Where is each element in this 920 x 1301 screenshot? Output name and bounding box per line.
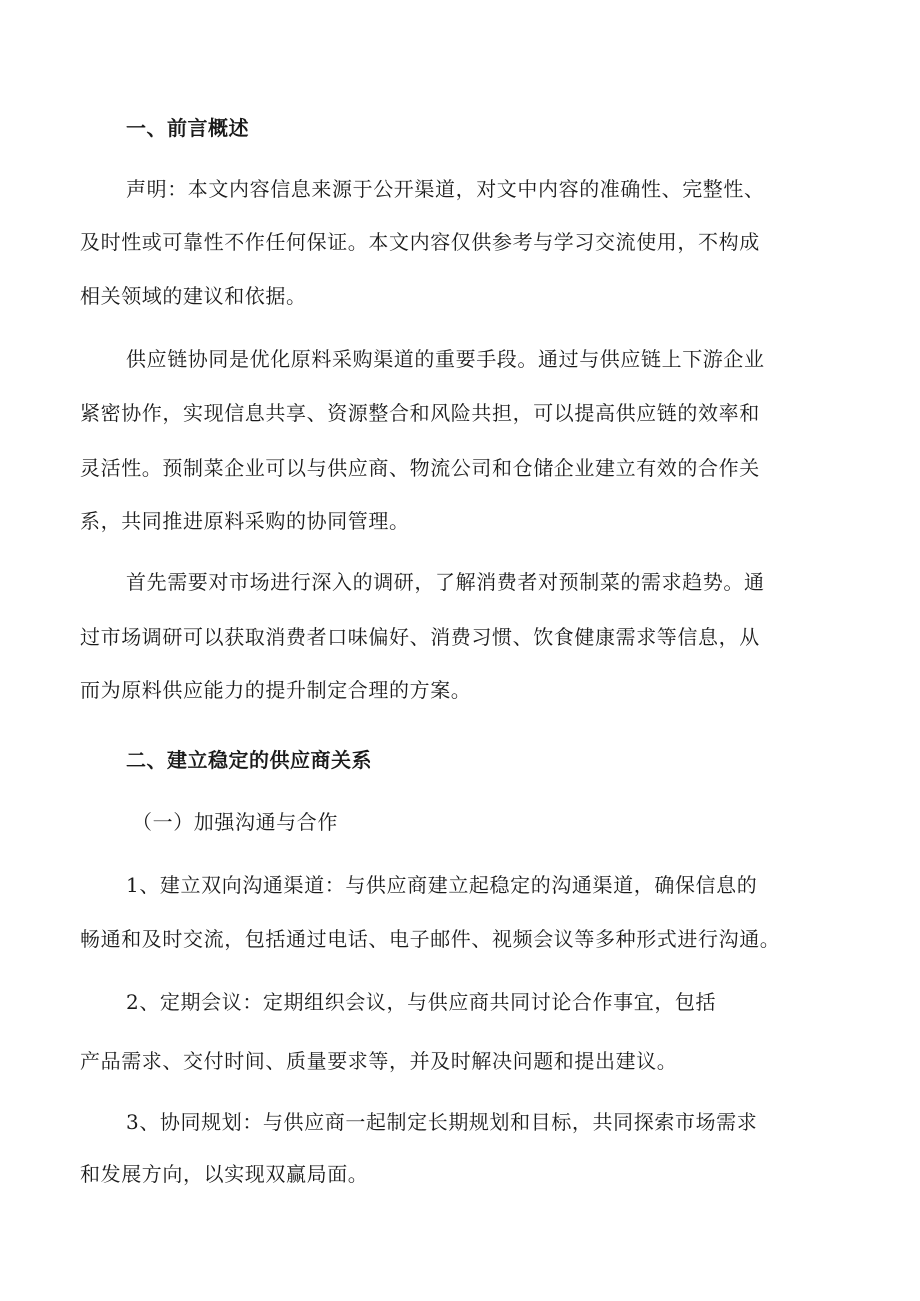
paragraph-line: 首先需要对市场进行深入的调研，了解消费者对预制菜的需求趋势。通 bbox=[126, 570, 765, 594]
section-heading-supplier-relations: 二、建立稳定的供应商关系 bbox=[126, 748, 372, 772]
paragraph-line: 产品需求、交付时间、质量要求等，并及时解决问题和提出建议。 bbox=[80, 1049, 678, 1073]
paragraph-line: 2、定期会议：定期组织会议，与供应商共同讨论合作事宜，包括 bbox=[126, 990, 717, 1014]
paragraph-line: 畅通和及时交流，包括通过电话、电子邮件、视频会议等多种形式进行沟通。 bbox=[80, 927, 781, 951]
section-heading-preface: 一、前言概述 bbox=[126, 116, 249, 140]
paragraph-line: 和发展方向，以实现双赢局面。 bbox=[80, 1162, 369, 1186]
paragraph-line: 紧密协作，实现信息共享、资源整合和风险共担，可以提高供应链的效率和 bbox=[80, 401, 760, 425]
paragraph-line: 声明：本文内容信息来源于公开渠道，对文中内容的准确性、完整性、 bbox=[126, 177, 765, 201]
paragraph-line: 而为原料供应能力的提升制定合理的方案。 bbox=[80, 678, 472, 702]
paragraph-line: 过市场调研可以获取消费者口味偏好、消费习惯、饮食健康需求等信息，从 bbox=[80, 625, 760, 649]
paragraph-line: 1、建立双向沟通渠道：与供应商建立起稳定的沟通渠道，确保信息的 bbox=[126, 873, 758, 897]
paragraph-line: 相关领域的建议和依据。 bbox=[80, 284, 307, 308]
paragraph-line: 系，共同推进原料采购的协同管理。 bbox=[80, 509, 410, 533]
paragraph-line: 3、协同规划：与供应商一起制定长期规划和目标，共同探索市场需求 bbox=[126, 1110, 758, 1134]
paragraph-line: 灵活性。预制菜企业可以与供应商、物流公司和仓储企业建立有效的合作关 bbox=[80, 456, 760, 480]
paragraph-line: 及时性或可靠性不作任何保证。本文内容仅供参考与学习交流使用，不构成 bbox=[80, 230, 760, 254]
paragraph-line: 供应链协同是优化原料采购渠道的重要手段。通过与供应链上下游企业 bbox=[126, 347, 765, 371]
subsection-heading: （一）加强沟通与合作 bbox=[132, 810, 338, 834]
